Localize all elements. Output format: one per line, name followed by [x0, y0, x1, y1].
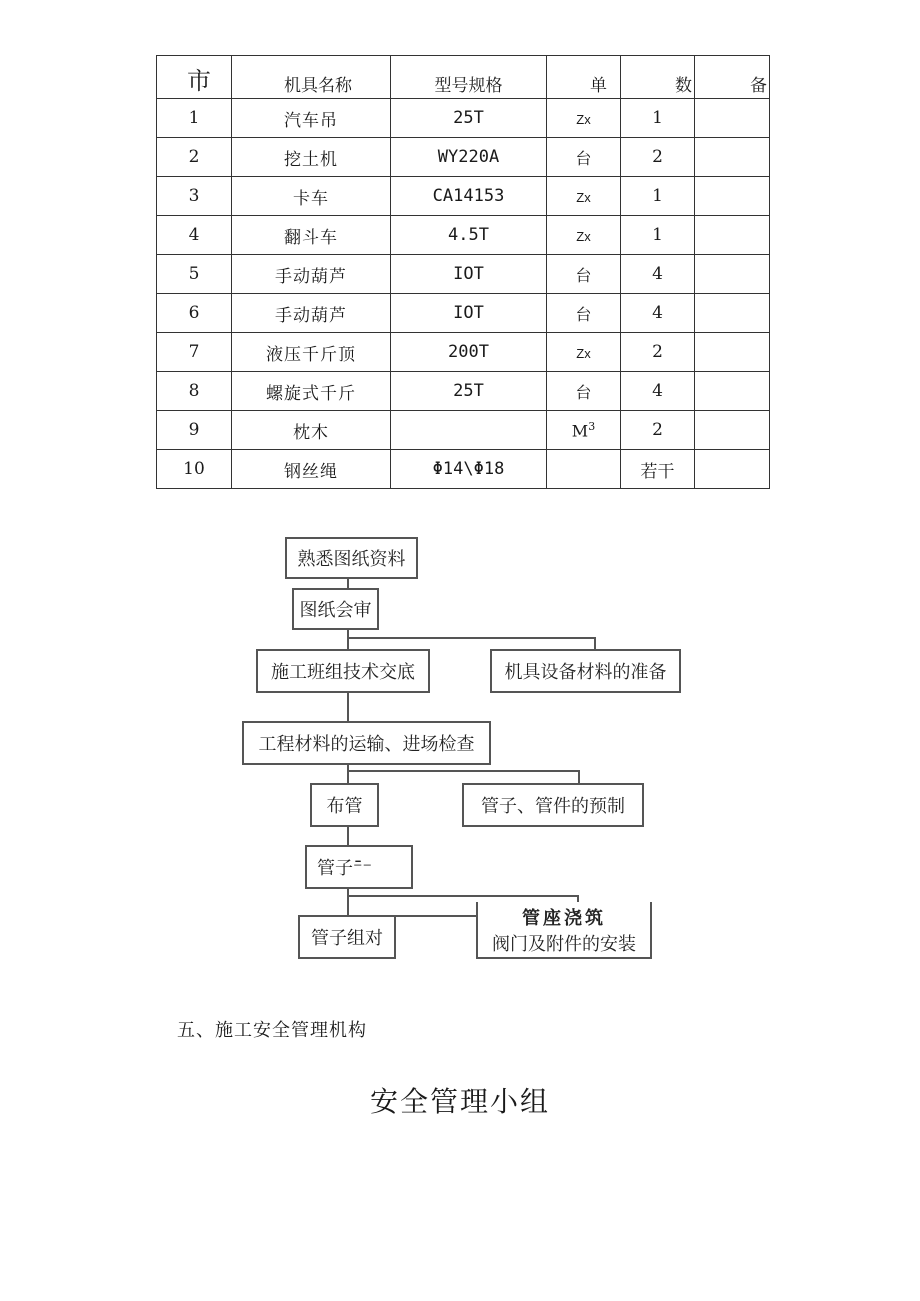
cell-unit: 台	[547, 138, 621, 177]
header-unit: 单	[547, 56, 621, 99]
cell-no: 7	[157, 333, 232, 372]
header-note: 备	[695, 56, 770, 99]
flow-step-drawing-review: 图纸会审	[292, 588, 379, 630]
cell-name: 挖土机	[232, 138, 391, 177]
cell-qty: 2	[621, 333, 695, 372]
table-body	[157, 99, 770, 489]
cell-model	[391, 411, 547, 450]
cell-note	[695, 411, 770, 450]
connector	[395, 915, 477, 917]
table-header-row	[157, 56, 770, 99]
cell-no: 1	[157, 99, 232, 138]
cell-model: 25T	[391, 99, 547, 138]
unit-text: Zx	[576, 345, 591, 361]
connector	[347, 895, 579, 897]
flow-step-valve-label: 阀门及附件的安装	[492, 933, 636, 954]
cell-no: 8	[157, 372, 232, 411]
header-name: 机具名称	[232, 56, 391, 99]
cell-qty: 1	[621, 216, 695, 255]
flow-step-equipment-preparation: 机具设备材料的准备	[490, 649, 681, 693]
cell-unit	[547, 99, 621, 138]
cell-model: 25T	[391, 372, 547, 411]
cell-qty: 若干	[621, 450, 695, 489]
cell-unit: 台	[547, 372, 621, 411]
connector	[347, 629, 349, 650]
cell-note	[695, 294, 770, 333]
cell-unit: 台	[547, 294, 621, 333]
cell-model: Φ14\Φ18	[391, 450, 547, 489]
header-no: 市	[157, 56, 232, 99]
flow-step-pipe-partial: 管子⁻̄̄⁻	[305, 845, 413, 889]
cell-no: 10	[157, 450, 232, 489]
connector	[347, 770, 580, 772]
safety-group-title: 安全管理小组	[369, 1085, 550, 1118]
flow-step-pipe-prefabrication: 管子、管件的预制	[462, 783, 644, 827]
table-row	[157, 216, 770, 255]
cell-name: 螺旋式千斤	[232, 372, 391, 411]
cell-name: 液压千斤顶	[232, 333, 391, 372]
cell-qty: 2	[621, 138, 695, 177]
cell-unit	[547, 216, 621, 255]
cell-qty: 2	[621, 411, 695, 450]
cell-name: 手动葫芦	[232, 255, 391, 294]
cell-unit: $M^3$	[547, 411, 621, 450]
cell-model: WY220A	[391, 138, 547, 177]
cell-unit: 台	[547, 255, 621, 294]
cell-no: 6	[157, 294, 232, 333]
table-row	[157, 294, 770, 333]
unit-text: Zx	[576, 228, 591, 244]
cell-no: 3	[157, 177, 232, 216]
cell-unit	[547, 177, 621, 216]
cell-name: 枕木	[232, 411, 391, 450]
table-row	[157, 411, 770, 450]
table-row	[157, 177, 770, 216]
flow-step-pipe-laying: 布管	[310, 783, 379, 827]
unit-superscript: 3	[588, 419, 596, 433]
cell-model: IOT	[391, 294, 547, 333]
equipment-table	[156, 55, 770, 489]
flow-step-familiarize-drawings: 熟悉图纸资料	[285, 537, 418, 579]
table-row	[157, 450, 770, 489]
unit-text: Zx	[576, 189, 591, 205]
cell-note	[695, 99, 770, 138]
cell-name: 钢丝绳	[232, 450, 391, 489]
connector	[347, 764, 349, 784]
cell-qty: 4	[621, 255, 695, 294]
table-row	[157, 333, 770, 372]
unit-text: Zx	[576, 111, 591, 127]
flow-step-base-pouring: 管座浇筑	[522, 907, 606, 928]
cell-note	[695, 333, 770, 372]
cell-model: IOT	[391, 255, 547, 294]
cell-note	[695, 450, 770, 489]
cell-qty: 1	[621, 99, 695, 138]
cell-model: 200T	[391, 333, 547, 372]
cell-no: 5	[157, 255, 232, 294]
table-row	[157, 138, 770, 177]
table-row	[157, 372, 770, 411]
cell-no: 9	[157, 411, 232, 450]
header-qty: 数	[621, 56, 695, 99]
cell-name: 汽车吊	[232, 99, 391, 138]
cell-name: 翻斗车	[232, 216, 391, 255]
cell-unit	[547, 450, 621, 489]
cell-note	[695, 216, 770, 255]
cell-qty: 1	[621, 177, 695, 216]
table-row	[157, 99, 770, 138]
header-model: 型号规格	[391, 56, 547, 99]
cell-name: 手动葫芦	[232, 294, 391, 333]
cell-model: 4.5T	[391, 216, 547, 255]
connector	[347, 826, 349, 846]
connector	[578, 770, 580, 784]
flow-step-material-inspection: 工程材料的运输、进场检查	[242, 721, 491, 765]
cell-note	[695, 177, 770, 216]
flow-step-technical-briefing: 施工班组技术交底	[256, 649, 430, 693]
section-heading: 五、施工安全管理机构	[177, 1020, 367, 1041]
cell-no: 2	[157, 138, 232, 177]
table-row	[157, 255, 770, 294]
flow-step-valve-installation	[476, 902, 652, 959]
cell-model: CA14153	[391, 177, 547, 216]
cell-qty: 4	[621, 372, 695, 411]
cell-note	[695, 372, 770, 411]
connector	[347, 637, 596, 639]
cell-note	[695, 138, 770, 177]
cell-qty: 4	[621, 294, 695, 333]
connector	[347, 888, 349, 916]
cell-unit	[547, 333, 621, 372]
flow-step-pipe-assembly: 管子组对	[298, 915, 396, 959]
connector	[347, 692, 349, 722]
cell-name: 卡车	[232, 177, 391, 216]
cell-no: 4	[157, 216, 232, 255]
cell-note	[695, 255, 770, 294]
